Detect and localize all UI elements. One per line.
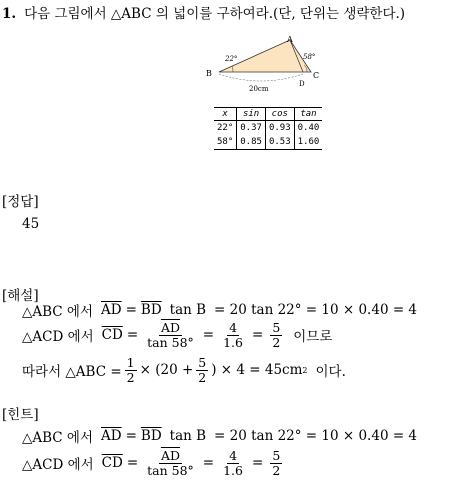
solution-l3-mid: × (20 + — [139, 362, 194, 378]
fraction-ad-tan58: $\frac{\overline{AD}}{\tan 58^\circ}$ — [147, 319, 194, 350]
table-row — [214, 121, 322, 136]
header-tan: tan — [294, 108, 322, 121]
hint-l1-eq: = 20 tan 22° = 10 × 0.40 = 4 — [214, 428, 418, 444]
solution-line-1: △ABC 에서 $\overline{AD}$ = $\overline{BD}$ tan B = 20 tan 22° = 10 × 0.40 = 4 — [22, 302, 418, 320]
label-c: C — [313, 71, 320, 80]
tan-b: tan B — [169, 428, 207, 444]
segment-cd: $\overline{CD}$ — [101, 455, 123, 471]
solution-l3-tail: ) × 4 = 45cm — [211, 362, 303, 378]
solution-l3-prefix: 따라서 △ABC = — [22, 364, 122, 380]
label-b: B — [206, 69, 212, 78]
label-a: A — [287, 35, 293, 44]
table-cell: 0.53 — [265, 135, 294, 150]
table-cell: 0.85 — [237, 135, 266, 150]
table-cell: 0.93 — [265, 121, 294, 136]
fraction-4-over-1-6: $\frac{4}{1.6}$ — [223, 319, 243, 350]
segment-ad: $\overline{AD}$ — [101, 302, 122, 318]
solution-line-2: △ACD 에서 $\overline{CD}$ = $\frac{\overline{AD}}{\tan 58^\circ}$ = $\frac{4}{1.6}$ = $\frac{5}{2}$ 이므로 — [22, 319, 333, 350]
solution-l2-suffix: 이므로 — [293, 329, 333, 345]
table-cell: 0.40 — [294, 121, 322, 136]
question-number: 1. — [2, 6, 17, 22]
table-cell: 1.60 — [294, 135, 322, 150]
segment-ad: $\overline{AD}$ — [101, 428, 122, 444]
fraction-5-over-2: $\frac{5}{2}$ — [198, 354, 207, 385]
solution-heading: [해설] — [2, 288, 39, 304]
question-text: 다음 그림에서 △ABC 의 넓이를 구하여라.(단, 단위는 생략한다.) — [24, 6, 406, 22]
fraction-5-over-2: $\frac{5}{2}$ — [272, 319, 281, 350]
solution-l1-prefix: △ABC 에서 — [22, 304, 94, 320]
triangle-figure — [203, 34, 323, 96]
solution-l3-end: 이다. — [315, 364, 346, 380]
angle-b-label: 22° — [225, 55, 238, 63]
table-cell: 22° — [217, 123, 234, 133]
hint-line-1: △ABC 에서 $\overline{AD}$ = $\overline{BD}$ tan B = 20 tan 22° = 10 × 0.40 = 4 — [22, 428, 418, 446]
segment-bd: $\overline{BD}$ — [140, 428, 162, 444]
table-cell: 58° — [214, 135, 237, 150]
fraction-5-over-2: $\frac{5}{2}$ — [272, 447, 281, 478]
fraction-4-over-1-6: $\frac{4}{1.6}$ — [223, 447, 243, 478]
squared-sup: 2 — [302, 365, 308, 375]
answer-heading: [정답] — [2, 194, 39, 210]
header-cos: cos — [265, 108, 294, 121]
table-cell: 0.37 — [237, 121, 266, 136]
fraction-one-half: $\frac{1}{2}$ — [126, 354, 135, 385]
fraction-ad-tan58: $\frac{\overline{AD}}{\tan 58^\circ}$ — [147, 447, 194, 478]
tan-b: tan B — [169, 302, 207, 318]
length-bd-label: 20cm — [249, 85, 269, 93]
solution-line-3 — [22, 353, 346, 387]
segment-cd: $\overline{CD}$ — [101, 327, 123, 343]
segment-bd: $\overline{BD}$ — [140, 302, 162, 318]
bd-dimension — [219, 74, 303, 81]
label-d: D — [299, 80, 305, 88]
table-header-row — [214, 108, 322, 121]
hint-l2-prefix: △ACD 에서 — [22, 457, 94, 473]
hint-line-2: △ACD 에서 $\overline{CD}$ = $\frac{\overline{AD}}{\tan 58^\circ}$ = $\frac{4}{1.6}$ = $\frac{5}{2}$ — [22, 447, 281, 478]
header-x: x — [214, 108, 237, 121]
hint-heading: [힌트] — [2, 407, 39, 423]
hint-l1-prefix: △ABC 에서 — [22, 430, 94, 446]
header-sin: sin — [237, 108, 266, 121]
angle-c-label: 58° — [303, 53, 316, 61]
trig-table — [214, 107, 322, 150]
solution-l1-eq: = 20 tan 22° = 10 × 0.40 = 4 — [214, 302, 418, 318]
solution-l2-prefix: △ACD 에서 — [22, 329, 94, 345]
question — [2, 2, 405, 22]
answer-value: 45 — [22, 216, 40, 232]
table-row — [214, 135, 322, 150]
